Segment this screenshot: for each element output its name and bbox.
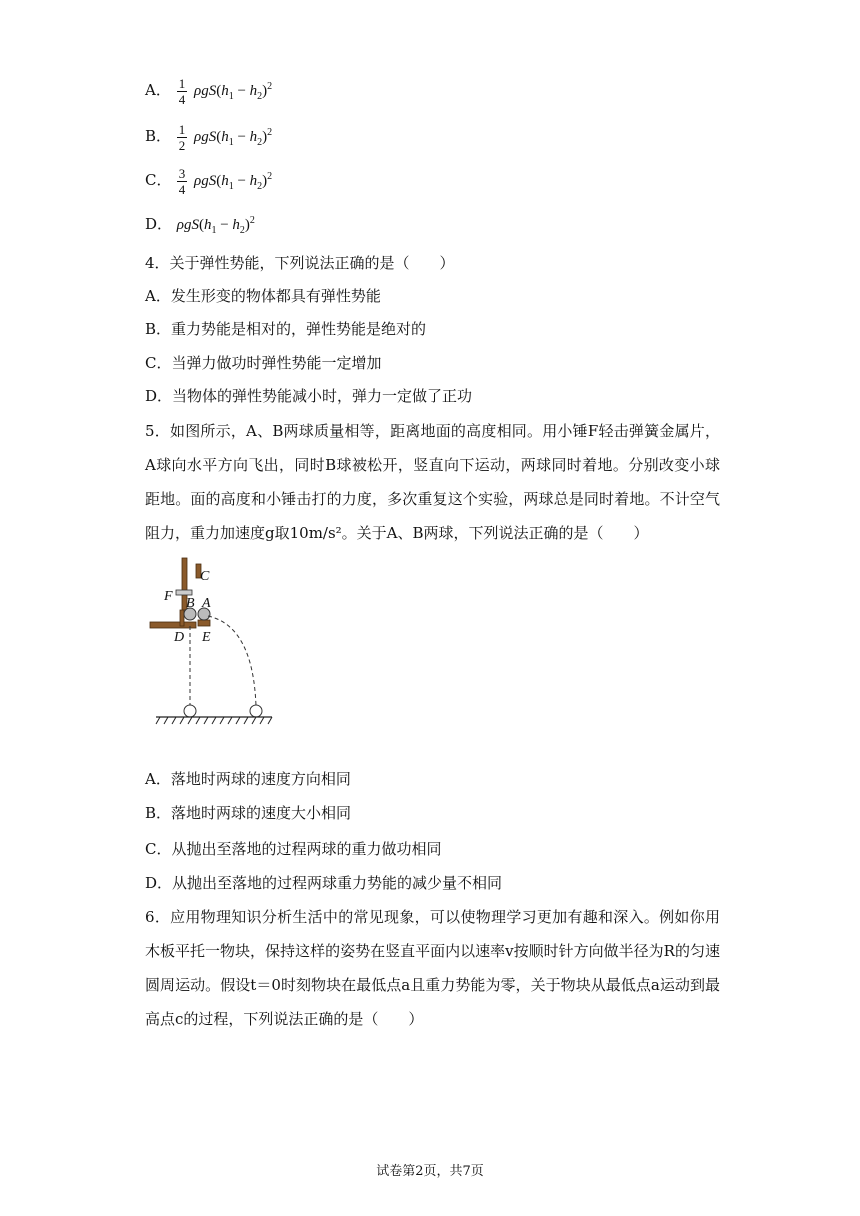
- label-e: E: [202, 630, 211, 645]
- q4-option-c: C．当弹力做功时弹性势能一定增加: [145, 354, 382, 372]
- q4-stem: 4．关于弹性势能，下列说法正确的是（ ）: [145, 254, 455, 272]
- label-b: B: [186, 596, 195, 611]
- label-c: C: [200, 569, 210, 584]
- q3-option-c: C． $\frac{3}{4}$ $\rho gS(h_1 - h_2)^2$: [145, 166, 273, 197]
- q3-option-b: B． $\frac{1}{2}$ $\rho gS(h_1 - h_2)^2$: [145, 122, 273, 153]
- label-a: A: [202, 596, 211, 611]
- fraction: $\frac{3}{4}$: [178, 166, 186, 197]
- q5-option-c: C．从抛出至落地的过程两球的重力做功相同: [145, 840, 442, 858]
- q4-option-b: B．重力势能是相对的，弹性势能是绝对的: [145, 320, 427, 338]
- q4-option-d: D．当物体的弹性势能减小时，弹力一定做了正功: [145, 387, 473, 405]
- ball-landing-a: [250, 705, 262, 717]
- label-f: F: [164, 589, 173, 604]
- hammer: [176, 590, 192, 595]
- page-footer: 试卷第2页，共7页: [376, 1164, 484, 1179]
- platform-support: [180, 610, 184, 626]
- fraction: $\frac{1}{4}$: [178, 76, 186, 107]
- q5-stem: 5．如图所示，A、B两球质量相等，距离地面的高度相同。用小锤F轻击弹簧金属片，A球向水平方向飞出，同时B球被松开，竖直向下运动，两球同时着地。分别改变小球距地。面的高度和小锤击打的力度，多次重复这个实验，两球总是同时着地。不计空气阻力，重力加速度g取10m/s²。关于A、B两球，下列说法正确的是（ ）: [145, 422, 720, 542]
- ground-hatch: [156, 717, 272, 724]
- q5-option-a: A．落地时两球的速度方向相同: [145, 770, 351, 788]
- q3-option-d: D． $\rho gS(h_1 - h_2)^2$: [145, 215, 255, 236]
- platform-d: [150, 622, 196, 628]
- q6-stem: 6．应用物理知识分析生活中的常见现象，可以使物理学习更加有趣和深入。例如你用木板平托一物块，保持这样的姿势在竖直平面内以速率v按顺时针方向做半径为R的匀速圆周运动。假设t＝0时刻物块在最低点a且重力势能为零，关于物块从最低点a运动到最高点c的过程，下列说法正确的是（ ）: [145, 908, 720, 1028]
- q3-option-a: A． $\frac{1}{4}$ $\rho gS(h_1 - h_2)^2$: [145, 76, 273, 107]
- q5-option-b: B．落地时两球的速度大小相同: [145, 804, 352, 822]
- platform-e: [198, 620, 210, 626]
- fraction: $\frac{1}{2}$: [178, 122, 186, 153]
- experiment-figure: [148, 556, 278, 732]
- ball-landing-b: [184, 705, 196, 717]
- parabolic-path: [208, 616, 256, 706]
- q5-option-d: D．从抛出至落地的过程两球重力势能的减少量不相同: [145, 874, 503, 892]
- q4-option-a: A．发生形变的物体都具有弹性势能: [145, 287, 381, 305]
- label-d: D: [174, 630, 185, 645]
